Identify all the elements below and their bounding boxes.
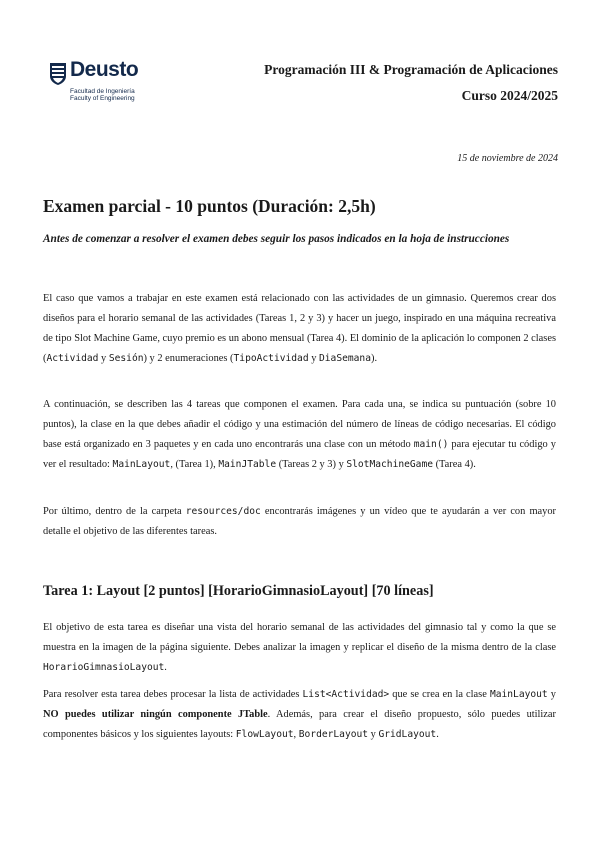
layout-name-code: BorderLayout — [298, 729, 369, 740]
type-name-code: List<Actividad> — [302, 689, 390, 700]
task1-paragraph-2: Para resolver esta tarea debes procesar la lista de actividades List<Actividad> que se crea en la clase MainLayout y NO puedes utilizar ningún componente JTable. Además, para crear el diseño propuesto, sólo puedes utilizar componentes básicos y los siguientes layouts: FlowLayout, BorderLayout y GridLayout. — [43, 689, 557, 740]
logo-wordmark: Deusto — [70, 58, 139, 81]
logo-subtitle-en: Faculty of Engineering — [70, 95, 135, 102]
logo-subtitle-es: Facultad de Ingeniería — [70, 88, 135, 95]
task1-paragraph-1: El objetivo de esta tarea es diseñar una vista del horario semanal de las actividades del gimnasio tal y como la que se muestra en la imagen de la página siguiente. Debes analizar la imagen y replicar el diseño de la misma dentro de la clase HorarioGimnasioLayout. — [43, 622, 556, 673]
exam-subtitle: Antes de comenzar a resolver el examen debes seguir los pasos indicados en la hoja de instrucciones — [43, 233, 510, 245]
deusto-logo — [50, 58, 160, 107]
layout-name-code: FlowLayout — [235, 729, 294, 740]
layout-name-code: GridLayout — [378, 729, 437, 740]
intro-paragraph-2: A continuación, se describen las 4 tareas que componen el examen. Para cada una, se indica su puntuación (sobre 10 puntos), la clase en la que debes añadir el código y una estimación del número de líneas de código necesarias. El código base está organizado en 3 paquetes y en cada uno encontrarás una clase con un método main() para ejecutar tu código y ver el resultado: MainLayout, (Tarea 1), MainJTable (Tareas 2 y 3) y SlotMachineGame (Tarea 4). — [43, 399, 556, 470]
class-name-code: Actividad — [46, 353, 99, 364]
task1-heading: Tarea 1: Layout [2 puntos] [HorarioGimnasioLayout] [70 líneas] — [43, 583, 434, 599]
class-name-code: Sesión — [108, 353, 144, 364]
class-name-code: MainJTable — [218, 459, 277, 470]
deusto-shield-icon — [50, 63, 66, 85]
exam-date: 15 de noviembre de 2024 — [457, 153, 558, 164]
course-title: Programación III & Programación de Aplicaciones — [264, 62, 558, 77]
enum-name-code: DiaSemana — [319, 353, 371, 364]
class-name-code: HorarioGimnasioLayout — [43, 662, 165, 673]
academic-year: Curso 2024/2025 — [461, 88, 558, 103]
intro-paragraph-3: Por último, dentro de la carpeta resources/doc encontrarás imágenes y un vídeo que te ayudarán a ver con mayor detalle el objetivo de las diferentes tareas. — [43, 506, 556, 537]
class-name-code: MainLayout — [112, 459, 171, 470]
method-name-code: main() — [413, 439, 449, 450]
restriction-bold-text: NO puedes utilizar ningún componente JTable — [43, 709, 268, 720]
class-name-code: SlotMachineGame — [346, 459, 433, 470]
class-name-code: MainLayout — [489, 689, 548, 700]
folder-path-code: resources/doc — [185, 506, 261, 517]
enum-name-code: TipoActividad — [233, 353, 309, 364]
exam-title: Examen parcial - 10 puntos (Duración: 2,5h) — [43, 196, 376, 216]
intro-paragraph-1: El caso que vamos a trabajar en este examen está relacionado con las actividades de un gimnasio. Queremos crear dos diseños para el horario semanal de las actividades (Tareas 1, 2 y 3) y hacer un juego, inspirado en una máquina recreativa de tipo Slot Machine Game, cuyo premio es un abono mensual (Tarea 4). El dominio de la aplicación lo componen 2 clases (Actividad y Sesión) y 2 enumeraciones (TipoActividad y DiaSemana). — [43, 293, 556, 364]
